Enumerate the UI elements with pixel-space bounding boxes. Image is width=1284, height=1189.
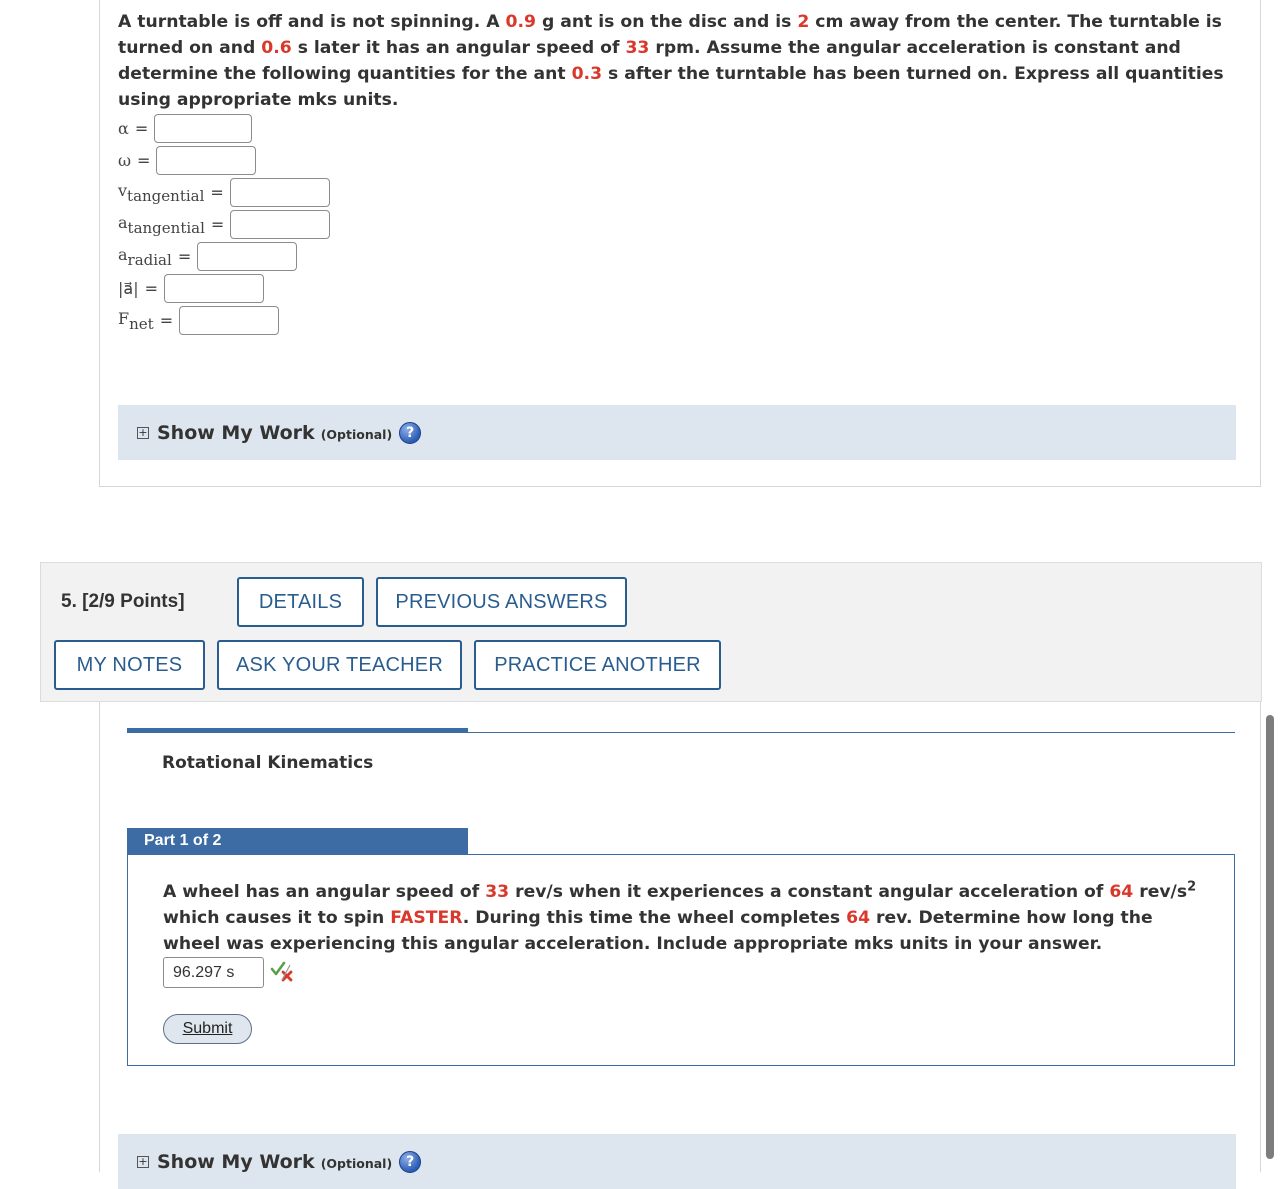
v-tangential-label: $v_{tangential}$ — [118, 180, 205, 205]
highlighted-value: 33 — [625, 38, 650, 58]
question-text-run: . During this time the wheel completes — [462, 908, 847, 928]
expand-icon[interactable]: + — [138, 1154, 148, 1168]
a-magnitude-input[interactable] — [164, 274, 264, 303]
v-tangential-input[interactable] — [230, 178, 330, 207]
answer-input[interactable]: 96.297 s — [163, 957, 264, 988]
f-net-label: $F_{net}$ — [118, 308, 154, 333]
highlighted-value: 2 — [797, 12, 810, 32]
a-radial-row — [118, 242, 297, 271]
a-radial-label: $a_{radial}$ — [118, 244, 172, 269]
equals-sign: = — [210, 215, 225, 234]
section-title: Rotational Kinematics — [162, 753, 374, 773]
alpha-input[interactable] — [154, 114, 252, 143]
show-my-work-panel-2[interactable] — [118, 1134, 1236, 1189]
question-4-card — [99, 0, 1261, 487]
alpha-label: α — [118, 119, 129, 138]
equals-sign: = — [137, 151, 151, 170]
question-5-body — [99, 702, 1261, 1172]
a-tangential-label: $a_{tangential}$ — [118, 212, 205, 237]
highlighted-value: 0.9 — [505, 12, 536, 32]
my-notes-button[interactable]: MY NOTES — [54, 640, 205, 690]
omega-input[interactable] — [156, 146, 256, 175]
partially-correct-icon — [270, 961, 294, 983]
question-text-run: which causes it to spin — [163, 908, 391, 928]
submit-button[interactable]: Submit — [163, 1014, 252, 1044]
question-text-run: s later it has an angular speed of — [291, 38, 626, 58]
a-magnitude-label: |a⃗| — [118, 279, 139, 298]
show-my-work-label[interactable]: Show My Work — [157, 421, 315, 444]
part-tab: Part 1 of 2 — [127, 828, 468, 854]
section-divider-line — [468, 732, 1235, 733]
a-tangential-row — [118, 210, 330, 239]
expand-icon[interactable]: + — [138, 425, 148, 439]
details-button[interactable]: DETAILS — [237, 577, 364, 627]
a-radial-input[interactable] — [197, 242, 297, 271]
highlighted-value: 64 — [846, 908, 871, 928]
practice-another-button[interactable]: PRACTICE ANOTHER — [474, 640, 721, 690]
a-magnitude-row — [118, 274, 264, 303]
question-5-header — [40, 562, 1262, 702]
question-text-run: A turntable is off and is not spinning. A — [118, 12, 506, 32]
equals-sign: = — [134, 119, 149, 138]
f-net-row — [118, 306, 279, 335]
equals-sign: = — [144, 279, 158, 298]
highlighted-value: 0.6 — [261, 38, 292, 58]
previous-answers-button[interactable]: PREVIOUS ANSWERS — [376, 577, 627, 627]
f-net-input[interactable] — [179, 306, 279, 335]
help-icon[interactable]: ? — [399, 422, 421, 444]
highlighted-value: FASTER — [390, 908, 463, 928]
question-text-run: cm away from the center. The turntable is turned on and — [118, 12, 1222, 58]
question-text-run: g ant is on the disc and is — [535, 12, 798, 32]
help-icon[interactable]: ? — [399, 1151, 421, 1173]
alpha-row — [118, 114, 252, 143]
equals-sign: = — [177, 247, 192, 266]
vertical-scrollbar[interactable] — [1266, 715, 1274, 1159]
optional-label: (Optional) — [320, 1156, 393, 1171]
ask-your-teacher-button[interactable]: ASK YOUR TEACHER — [217, 640, 462, 690]
question-text-run: rpm. Assume the angular acceleration is constant and determine the following quantities for the ant — [118, 38, 1181, 84]
equals-sign: = — [210, 183, 224, 202]
question-5-text — [163, 879, 1203, 957]
part-1-panel — [127, 854, 1235, 1066]
question-text-run: rev/s when it experiences a constant angular acceleration of — [509, 882, 1110, 902]
v-tangential-row — [118, 178, 330, 207]
question-text-run: s after the turntable has been turned on. Express all quantities using appropriate mks units. — [118, 64, 1224, 110]
question-text-run: rev/s — [1133, 882, 1188, 902]
equals-sign: = — [159, 311, 174, 330]
highlighted-value: 33 — [485, 882, 510, 902]
section-divider — [127, 728, 468, 733]
highlighted-value: 64 — [1109, 882, 1134, 902]
question-4-text — [118, 9, 1228, 113]
show-my-work-panel[interactable] — [118, 405, 1236, 460]
a-tangential-input[interactable] — [230, 210, 330, 239]
optional-label: (Optional) — [320, 427, 393, 442]
highlighted-value: 0.3 — [571, 64, 603, 84]
question-title: 5. [2/9 Points] — [61, 591, 185, 612]
omega-row — [118, 146, 256, 175]
omega-label: ω — [118, 151, 132, 170]
question-text-run: A wheel has an angular speed of — [163, 882, 486, 902]
question-text-run: 2 — [1187, 879, 1197, 895]
show-my-work-label[interactable]: Show My Work — [157, 1150, 315, 1173]
question-text-run: rev. Determine how long the wheel was experiencing this angular acceleration. Include appropriate mks units in your answer. — [163, 908, 1153, 954]
